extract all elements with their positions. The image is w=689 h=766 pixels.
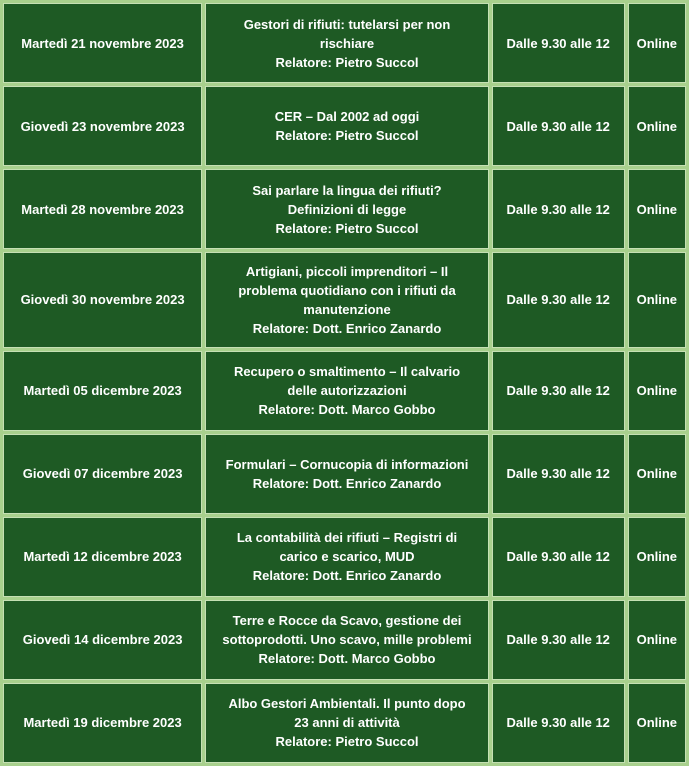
- session-topic: [205, 683, 489, 763]
- session-mode: Online: [628, 683, 686, 763]
- session-topic: [205, 351, 489, 431]
- session-time: Dalle 9.30 alle 12: [492, 252, 625, 347]
- session-date: Giovedì 23 novembre 2023: [3, 86, 202, 166]
- session-mode: Online: [628, 434, 686, 514]
- session-title-line: Artigiani, piccoli imprenditori – Il: [245, 263, 449, 279]
- session-title-line: Recupero o smaltimento – Il calvario: [233, 364, 461, 380]
- session-mode: Online: [628, 600, 686, 680]
- session-mode: Online: [628, 252, 686, 347]
- session-title-line: Formulari – Cornucopia di informazioni: [225, 456, 469, 472]
- table-row: [3, 517, 686, 597]
- session-time: Dalle 9.30 alle 12: [492, 434, 625, 514]
- session-time: Dalle 9.30 alle 12: [492, 600, 625, 680]
- session-topic: [205, 169, 489, 249]
- session-title-line: problema quotidiano con i rifiuti da: [238, 282, 456, 298]
- session-speaker: Relatore: Pietro Succol: [275, 128, 419, 144]
- session-title-line: delle autorizzazioni: [287, 383, 407, 399]
- session-date: Martedì 21 novembre 2023: [3, 3, 202, 83]
- sessions-table-body: [3, 3, 686, 763]
- session-date: Giovedì 07 dicembre 2023: [3, 434, 202, 514]
- table-row: [3, 86, 686, 166]
- session-title-line: La contabilità dei rifiuti – Registri di: [236, 530, 458, 546]
- session-title-line: Sai parlare la lingua dei rifiuti?: [252, 182, 442, 198]
- table-row: [3, 252, 686, 347]
- session-title-line: manutenzione: [303, 301, 391, 317]
- session-topic: [205, 3, 489, 83]
- session-time: Dalle 9.30 alle 12: [492, 169, 625, 249]
- session-time: Dalle 9.30 alle 12: [492, 3, 625, 83]
- session-topic: [205, 86, 489, 166]
- session-speaker: Relatore: Pietro Succol: [275, 734, 419, 750]
- session-mode: Online: [628, 86, 686, 166]
- session-speaker: Relatore: Dott. Enrico Zanardo: [252, 320, 442, 336]
- session-date: Martedì 05 dicembre 2023: [3, 351, 202, 431]
- table-row: [3, 434, 686, 514]
- session-title-line: sottoprodotti. Uno scavo, mille problemi: [222, 632, 472, 648]
- session-time: Dalle 9.30 alle 12: [492, 86, 625, 166]
- table-row: [3, 683, 686, 763]
- session-speaker: Relatore: Pietro Succol: [275, 220, 419, 236]
- session-speaker: Relatore: Pietro Succol: [275, 54, 419, 70]
- session-title-line: Albo Gestori Ambientali. Il punto dopo: [228, 696, 466, 712]
- session-date: Giovedì 30 novembre 2023: [3, 252, 202, 347]
- session-title-line: rischiare: [319, 35, 375, 51]
- session-date: Martedì 28 novembre 2023: [3, 169, 202, 249]
- session-time: Dalle 9.30 alle 12: [492, 683, 625, 763]
- session-title-line: CER – Dal 2002 ad oggi: [274, 109, 420, 125]
- table-row: [3, 351, 686, 431]
- session-mode: Online: [628, 517, 686, 597]
- session-speaker: Relatore: Dott. Marco Gobbo: [258, 402, 436, 418]
- session-speaker: Relatore: Dott. Enrico Zanardo: [252, 568, 442, 584]
- session-speaker: Relatore: Dott. Marco Gobbo: [258, 651, 436, 667]
- session-title-line: 23 anni di attività: [294, 715, 400, 731]
- table-row: [3, 3, 686, 83]
- session-mode: Online: [628, 169, 686, 249]
- session-title-line: Definizioni di legge: [287, 201, 407, 217]
- table-row: [3, 169, 686, 249]
- session-mode: Online: [628, 3, 686, 83]
- session-topic: [205, 600, 489, 680]
- session-speaker: Relatore: Dott. Enrico Zanardo: [252, 475, 442, 491]
- session-title-line: Gestori di rifiuti: tutelarsi per non: [243, 16, 451, 32]
- session-topic: [205, 517, 489, 597]
- session-topic: [205, 252, 489, 347]
- session-date: Martedì 12 dicembre 2023: [3, 517, 202, 597]
- session-date: Martedì 19 dicembre 2023: [3, 683, 202, 763]
- session-mode: Online: [628, 351, 686, 431]
- session-time: Dalle 9.30 alle 12: [492, 351, 625, 431]
- session-topic: [205, 434, 489, 514]
- session-title-line: carico e scarico, MUD: [279, 549, 415, 565]
- session-title-line: Terre e Rocce da Scavo, gestione dei: [232, 613, 462, 629]
- table-row: [3, 600, 686, 680]
- session-date: Giovedì 14 dicembre 2023: [3, 600, 202, 680]
- session-time: Dalle 9.30 alle 12: [492, 517, 625, 597]
